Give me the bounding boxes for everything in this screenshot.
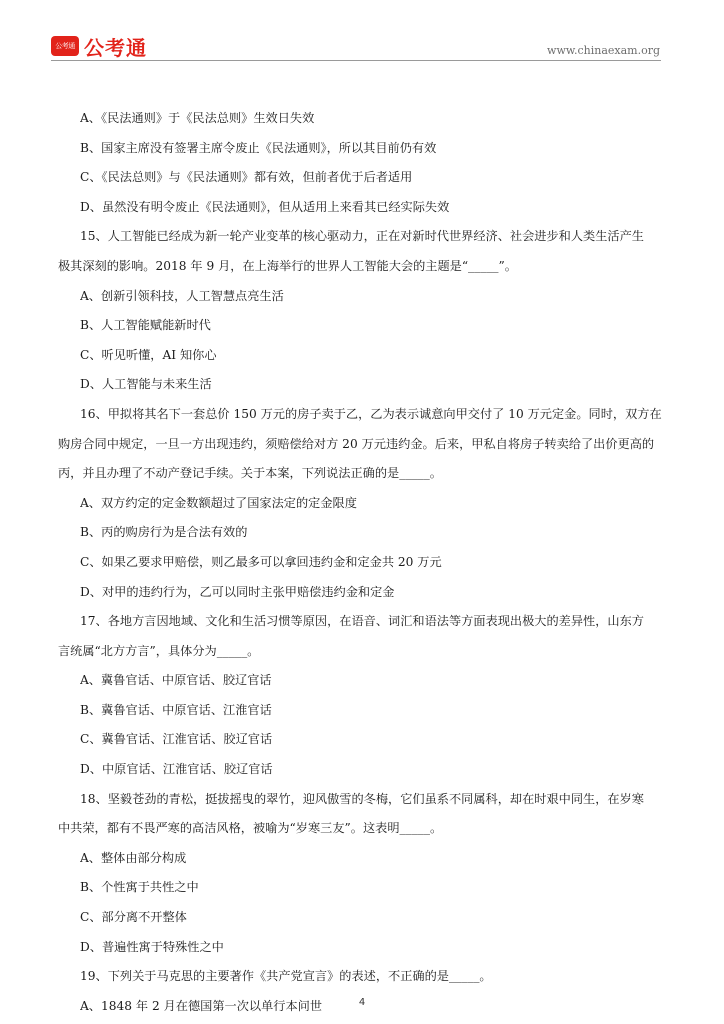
question-18: 18、坚毅苍劲的青松，挺拔摇曳的翠竹，迎风傲雪的冬梅，它们虽系不同属科，却在时艰中同生，在岁寒 xyxy=(80,791,644,806)
logo-text: 公考通 xyxy=(84,36,147,60)
option-line: C、部分离不开整体 xyxy=(80,910,187,925)
question-18-continuation: 中共荣，都有不畏严寒的高洁风格，被喻为“岁寒三友”。这表明_____。 xyxy=(58,821,443,836)
question-16-continuation: 丙，并且办理了不动产登记手续。关于本案，下列说法正确的是_____。 xyxy=(58,466,442,481)
site-url[interactable]: www.chinaexam.org xyxy=(547,44,660,57)
option-line: C、《民法总则》与《民法通则》都有效，但前者优于后者适用 xyxy=(80,170,413,185)
option-line: B、冀鲁官话、中原官话、江淮官话 xyxy=(80,702,272,717)
option-line: B、人工智能赋能新时代 xyxy=(80,318,211,333)
option-line: D、对甲的违约行为，乙可以同时主张甲赔偿违约金和定金 xyxy=(80,584,395,599)
option-line: B、个性寓于共性之中 xyxy=(80,880,199,895)
exam-content xyxy=(58,104,664,1021)
option-line: D、人工智能与未来生活 xyxy=(80,377,212,392)
option-line: A、1848 年 2 月在德国第一次以单行本问世 xyxy=(80,998,323,1013)
logo-badge: 公考通 xyxy=(51,36,79,56)
question-16-continuation: 购房合同中规定，一旦一方出现违约，须赔偿给对方 20 万元违约金。后来，甲私自将房子转卖给了出价更高的 xyxy=(58,436,655,451)
question-16: 16、甲拟将其名下一套总价 150 万元的房子卖于乙，乙为表示诚意向甲交付了 10 万元定金。同时，双方在 xyxy=(80,406,662,421)
page-header xyxy=(0,0,724,62)
option-line: D、中原官话、江淮官话、胶辽官话 xyxy=(80,762,273,777)
header-divider xyxy=(51,60,661,61)
option-line: B、丙的购房行为是合法有效的 xyxy=(80,525,248,540)
option-line: C、听见听懂，AI 知你心 xyxy=(80,347,217,362)
question-17-continuation: 言统属“北方方言”，具体分为_____。 xyxy=(58,643,260,658)
page-number: 4 xyxy=(358,997,366,1008)
option-line: D、普遍性寓于特殊性之中 xyxy=(80,939,224,954)
question-15: 15、人工智能已经成为新一轮产业变革的核心驱动力，正在对新时代世界经济、社会进步和人类生活产生 xyxy=(80,229,644,244)
option-line: C、冀鲁官话、江淮官话、胶辽官话 xyxy=(80,732,273,747)
option-line: A、冀鲁官话、中原官话、胶辽官话 xyxy=(80,673,272,688)
option-line: A、《民法通则》于《民法总则》生效日失效 xyxy=(80,111,315,125)
option-line: B、国家主席没有签署主席令废止《民法通则》，所以其目前仍有效 xyxy=(80,140,437,155)
option-line: A、整体由部分构成 xyxy=(80,850,187,865)
option-line: D、虽然没有明令废止《民法通则》，但从适用上来看其已经实际失效 xyxy=(80,199,450,214)
question-19: 19、下列关于马克思的主要著作《共产党宣言》的表述，不正确的是_____。 xyxy=(80,969,492,984)
question-17: 17、各地方言因地域、文化和生活习惯等原因，在语音、词汇和语法等方面表现出极大的差异性，山东方 xyxy=(80,614,644,629)
option-line: A、创新引领科技，人工智慧点亮生活 xyxy=(80,288,284,303)
option-line: A、双方约定的定金数额超过了国家法定的定金限度 xyxy=(80,495,357,510)
option-line: C、如果乙要求甲赔偿，则乙最多可以拿回违约金和定金共 20 万元 xyxy=(80,554,442,569)
question-15-continuation: 极其深刻的影响。2018 年 9 月，在上海举行的世界人工智能大会的主题是“_____”。 xyxy=(58,258,517,273)
